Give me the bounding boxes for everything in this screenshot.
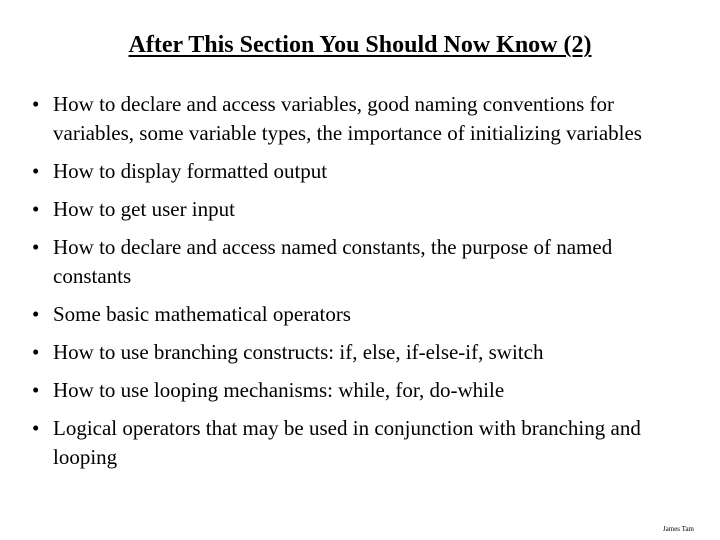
bullet-text: Logical operators that may be used in conjunction with branching and looping xyxy=(53,416,641,469)
bullet-icon: • xyxy=(32,92,40,116)
bullet-item xyxy=(32,414,692,472)
bullet-text: How to get user input xyxy=(53,197,235,221)
bullet-item xyxy=(32,376,692,405)
bullet-text: How to declare and access variables, good naming conventions for variables, some variable types, the importance of initializing variables xyxy=(53,92,642,145)
bullet-item xyxy=(32,195,692,224)
bullet-icon: • xyxy=(32,235,40,259)
bullet-icon: • xyxy=(32,340,40,364)
bullet-text: How to use branching constructs: if, else, if-else-if, switch xyxy=(53,340,544,364)
bullet-text: How to use looping mechanisms: while, for, do-while xyxy=(53,378,505,402)
bullet-text: How to declare and access named constants, the purpose of named constants xyxy=(53,235,613,288)
bullet-text: How to display formatted output xyxy=(53,159,328,183)
bullet-icon: • xyxy=(32,159,40,183)
bullet-text: Some basic mathematical operators xyxy=(53,302,351,326)
bullet-item xyxy=(32,233,692,291)
bullet-item xyxy=(32,338,692,367)
bullet-item xyxy=(32,90,692,148)
bullet-icon: • xyxy=(32,197,40,221)
bullet-item xyxy=(32,157,692,186)
bullet-list xyxy=(32,90,692,481)
author-footer: James Tam xyxy=(662,525,694,533)
bullet-icon: • xyxy=(32,416,40,440)
bullet-item xyxy=(32,300,692,329)
bullet-icon: • xyxy=(32,378,40,402)
slide-title: After This Section You Should Now Know (2) xyxy=(128,32,592,58)
bullet-icon: • xyxy=(32,302,40,326)
